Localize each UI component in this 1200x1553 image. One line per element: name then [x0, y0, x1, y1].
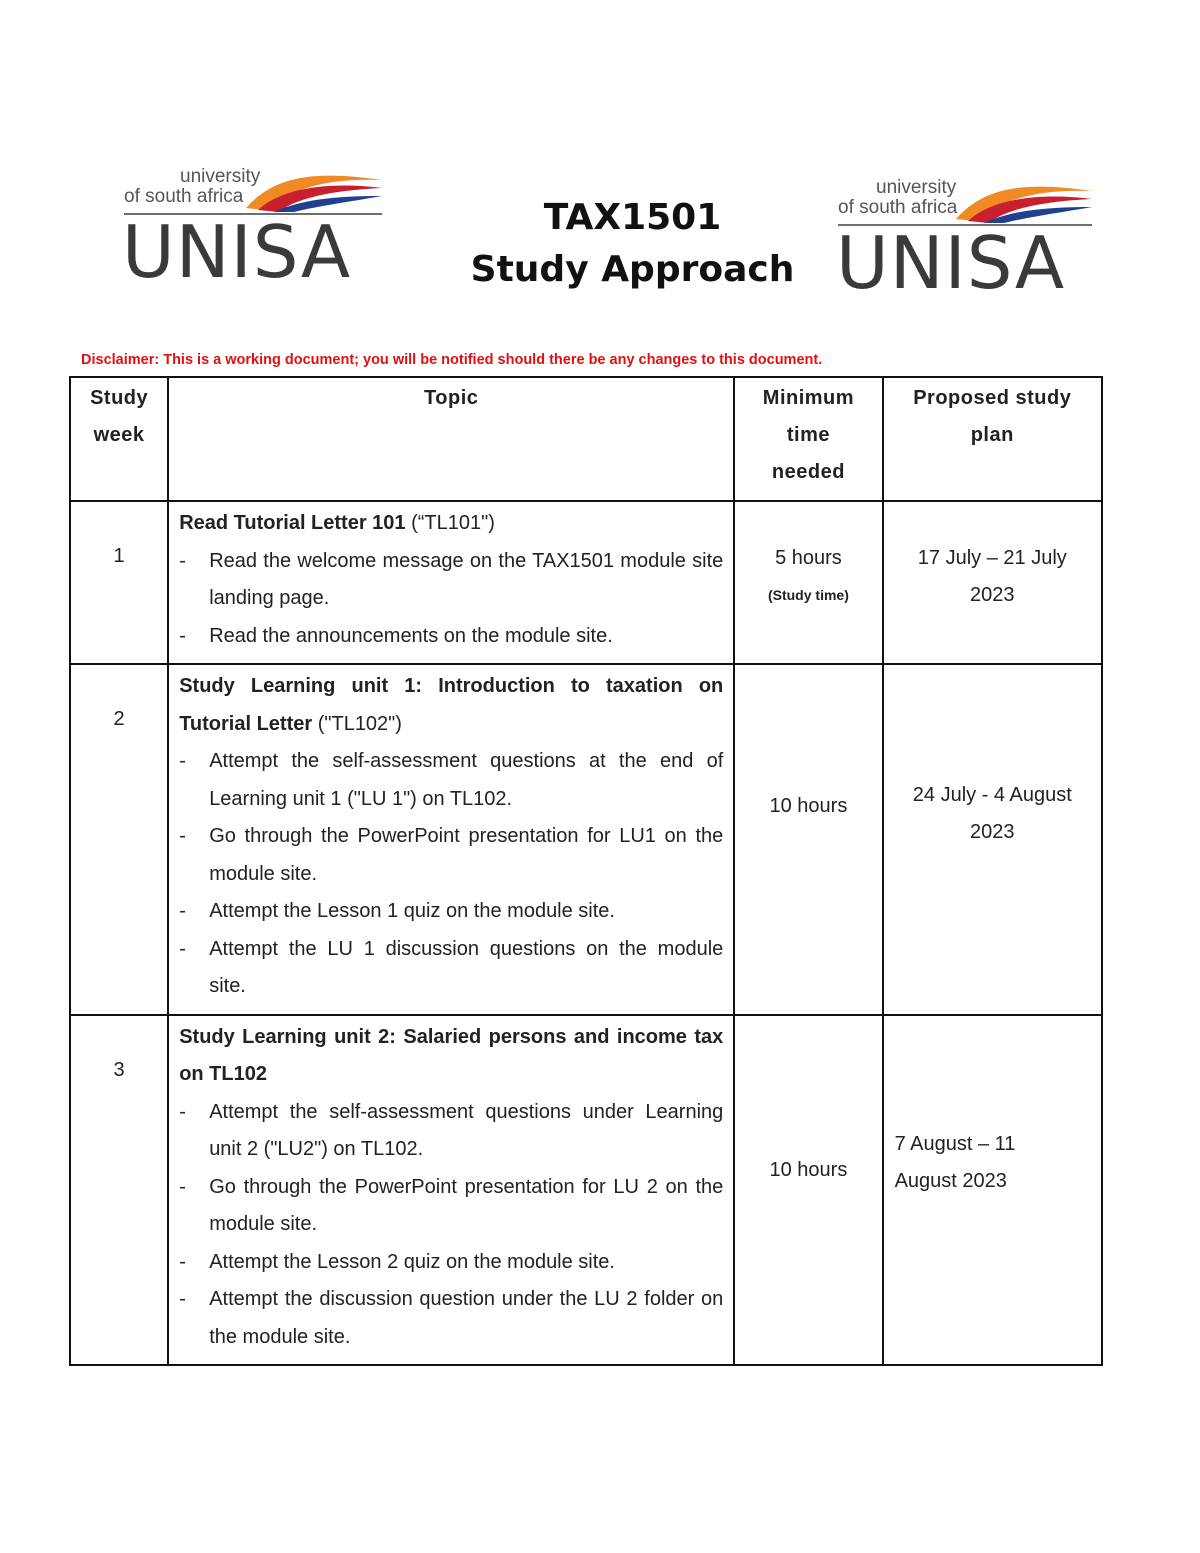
topic-cell — [168, 501, 734, 664]
list-item: - Attempt the Lesson 2 quiz on the module site. — [179, 1244, 723, 1282]
table-header-row — [70, 377, 1102, 501]
logo-wordmark: UNISA — [122, 210, 352, 294]
proposed-plan-cell: 24 July - 4 August 2023 — [883, 664, 1102, 1015]
logo-swoosh-icon — [244, 168, 384, 212]
topic-heading-bold: Study Learning unit 2: Salaried persons and income tax on TL102 — [179, 1025, 724, 1085]
list-item-text: Read the welcome message on the TAX1501 module site landing page. — [209, 549, 724, 609]
list-item-text: Attempt the Lesson 2 quiz on the module site. — [209, 1250, 615, 1273]
study-plan-table — [69, 376, 1103, 1366]
list-item: - Attempt the LU 1 discussion questions on the module site. — [179, 931, 723, 1006]
topic-heading-rest: (“TL101") — [405, 512, 495, 534]
topic-heading — [179, 1019, 723, 1094]
header-text: needed — [771, 461, 845, 483]
minimum-time-cell — [734, 1015, 882, 1366]
header-minimum-time — [734, 377, 882, 501]
header-text: time — [786, 424, 830, 446]
topic-heading — [179, 668, 723, 743]
list-item-text: Go through the PowerPoint presentation for LU1 on the module site. — [209, 825, 724, 885]
list-item: - Read the welcome message on the TAX1501 module site landing page. — [179, 543, 723, 618]
list-item-text: Attempt the Lesson 1 quiz on the module site. — [209, 900, 615, 922]
list-item-text: Attempt the LU 1 discussion questions on the module site. — [209, 937, 724, 997]
minimum-time-cell — [734, 664, 882, 1015]
header-text: Topic — [424, 387, 479, 409]
list-item-text: Go through the PowerPoint presentation for LU 2 on the module site. — [209, 1175, 724, 1235]
minimum-time-cell — [734, 501, 882, 664]
table-row — [70, 664, 1102, 1015]
list-item: - Attempt the discussion question under the LU 2 folder on the module site. — [179, 1281, 723, 1356]
time-value: 10 hours — [769, 795, 848, 817]
logo-text-south-africa: of south africa — [838, 197, 958, 218]
topic-heading-rest: ("TL102") — [312, 712, 402, 735]
list-item-text: Attempt the self-assessment questions under Learning unit 2 ("LU2") on TL102. — [209, 1100, 724, 1160]
time-value: 5 hours — [775, 547, 842, 569]
logo-text-south-africa: of south africa — [124, 186, 244, 207]
header-proposed-plan — [883, 377, 1102, 501]
document-title — [460, 192, 805, 296]
header-text: Proposed study — [913, 387, 1072, 409]
logo-text-university: university — [180, 166, 261, 187]
course-code: TAX1501 — [543, 197, 722, 238]
unisa-logo-right — [836, 177, 1094, 303]
topic-cell — [168, 664, 734, 1015]
header-text: week — [93, 424, 145, 446]
list-item: - Attempt the self-assessment questions under Learning unit 2 ("LU2") on TL102. — [179, 1094, 723, 1169]
time-note: (Study time) — [767, 587, 849, 603]
list-item: - Attempt the Lesson 1 quiz on the module site. — [179, 893, 723, 931]
disclaimer-text: Disclaimer: This is a working document; you will be notified should there be any changes to this document. — [81, 352, 823, 368]
document-subtitle: Study Approach — [470, 249, 795, 290]
list-item-text: Attempt the self-assessment questions at the end of Learning unit 1 ("LU 1") on TL102. — [209, 750, 724, 810]
header-text: Study — [90, 387, 149, 409]
list-item-text: Read the announcements on the module site. — [209, 624, 613, 647]
topic-cell — [168, 1015, 734, 1366]
logo-swoosh-icon — [954, 179, 1094, 223]
list-item: - Read the announcements on the module site. — [179, 618, 723, 656]
header-study-week — [70, 377, 168, 501]
time-value: 10 hours — [769, 1158, 848, 1181]
week-number: 1 — [70, 501, 168, 664]
topic-heading-bold: Read Tutorial Letter 101 — [179, 512, 406, 534]
topic-heading — [179, 505, 723, 543]
proposed-plan-cell: 7 August – 11 August 2023 — [883, 1015, 1102, 1366]
header-text: Minimum — [762, 387, 855, 409]
list-item-text: Attempt the discussion question under the LU 2 folder on the module site. — [209, 1288, 724, 1348]
list-item: - Attempt the self-assessment questions at the end of Learning unit 1 ("LU 1") on TL102. — [179, 743, 723, 818]
logo-text-university: university — [876, 177, 957, 198]
week-number: 2 — [70, 664, 168, 1015]
list-item: - Go through the PowerPoint presentation for LU1 on the module site. — [179, 818, 723, 893]
header-topic — [168, 377, 734, 501]
proposed-plan-cell: 17 July – 21 July 2023 — [883, 501, 1102, 664]
topic-heading-bold: Study Learning unit 1: Introduction to taxation on Tutorial Letter — [179, 675, 724, 735]
unisa-logo-left — [122, 166, 384, 292]
header-text: plan — [970, 424, 1014, 446]
logo-wordmark: UNISA — [836, 221, 1066, 305]
week-number: 3 — [70, 1015, 168, 1366]
list-item: - Go through the PowerPoint presentation for LU 2 on the module site. — [179, 1169, 723, 1244]
table-row — [70, 501, 1102, 664]
table-row — [70, 1015, 1102, 1366]
